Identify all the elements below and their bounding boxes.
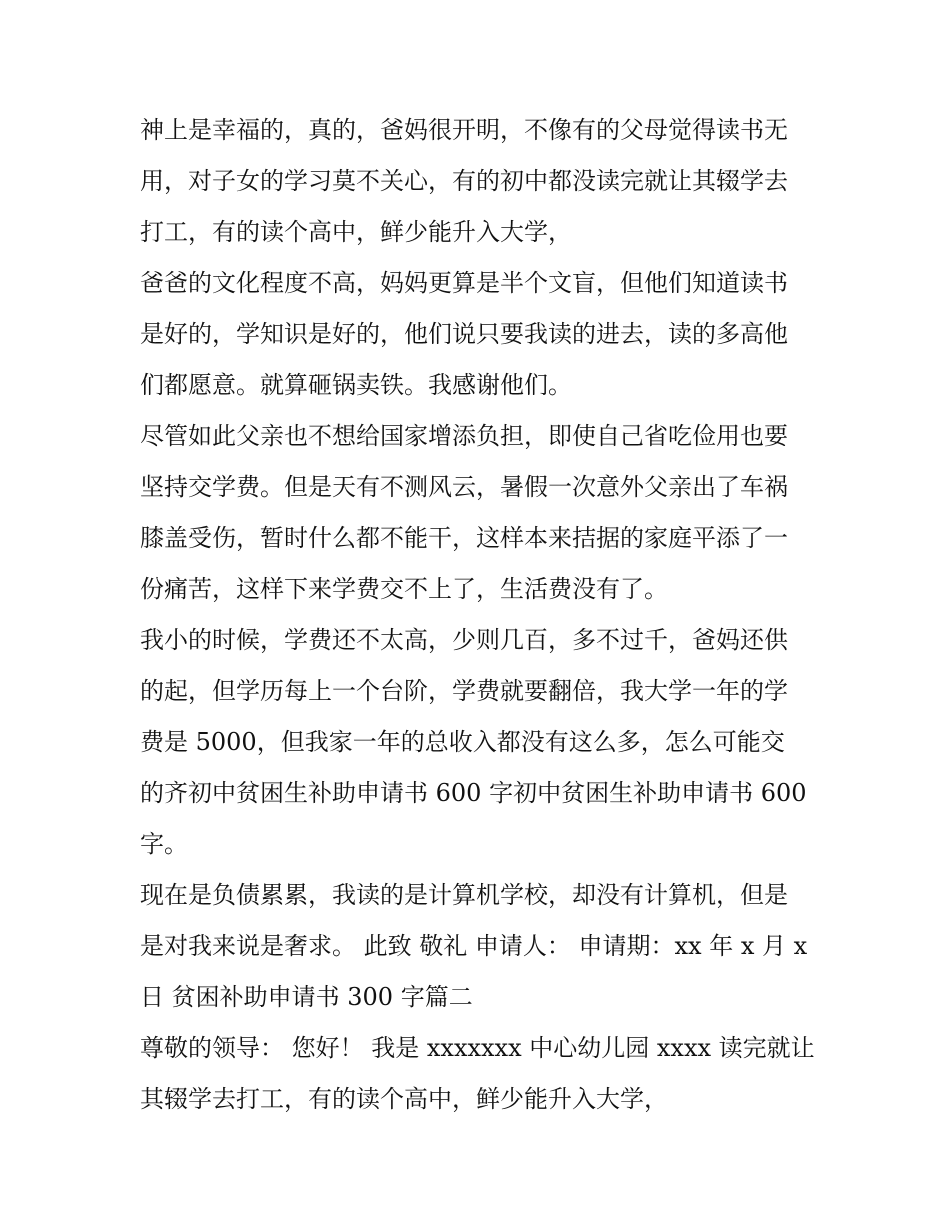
body-text bbox=[140, 105, 820, 1125]
text-line: 份痛苦，这样下来学费交不上了，生活费没有了。 bbox=[140, 575, 668, 603]
text-line: 其辍学去打工，有的读个高中，鲜少能升入大学， bbox=[140, 1085, 668, 1113]
text-line: 是对我来说是奢求。 此致 敬礼 申请人： 申请期：xx 年 x 月 x bbox=[140, 932, 808, 960]
text-line: 我小的时候，学费还不太高，少则几百，多不过千，爸妈还供 bbox=[140, 626, 788, 654]
text-line: 神上是幸福的，真的，爸妈很开明，不像有的父母觉得读书无 bbox=[140, 116, 788, 144]
text-line: 费是 5000，但我家一年的总收入都没有这么多，怎么可能交 bbox=[140, 728, 785, 756]
text-line: 膝盖受伤，暂时什么都不能干，这样本来拮据的家庭平添了一 bbox=[140, 524, 788, 552]
text-line: 尽管如此父亲也不想给国家增添负担，即使自己省吃俭用也要 bbox=[140, 422, 788, 450]
text-line: 坚持交学费。但是天有不测风云，暑假一次意外父亲出了车祸 bbox=[140, 473, 788, 501]
text-line: 现在是负债累累，我读的是计算机学校，却没有计算机，但是 bbox=[140, 881, 788, 909]
text-line: 用，对子女的学习莫不关心，有的初中都没读完就让其辍学去 bbox=[140, 167, 788, 195]
text-line: 尊敬的领导： 您好！ 我是 xxxxxxx 中心幼儿园 xxxx 读完就让 bbox=[140, 1034, 815, 1062]
text-line: 是好的，学知识是好的，他们说只要我读的进去，读的多高他 bbox=[140, 320, 788, 348]
text-line: 字。 bbox=[140, 830, 188, 858]
text-line: 日 贫困补助申请书 300 字篇二 bbox=[140, 983, 473, 1011]
text-line: 们都愿意。就算砸锅卖铁。我感谢他们。 bbox=[140, 371, 572, 399]
text-line: 爸爸的文化程度不高，妈妈更算是半个文盲，但他们知道读书 bbox=[140, 269, 788, 297]
text-line: 的齐初中贫困生补助申请书 600 字初中贫困生补助申请书 600 bbox=[140, 779, 807, 807]
text-line: 打工，有的读个高中，鲜少能升入大学， bbox=[140, 218, 572, 246]
text-line: 的起，但学历每上一个台阶，学费就要翻倍，我大学一年的学 bbox=[140, 677, 788, 705]
